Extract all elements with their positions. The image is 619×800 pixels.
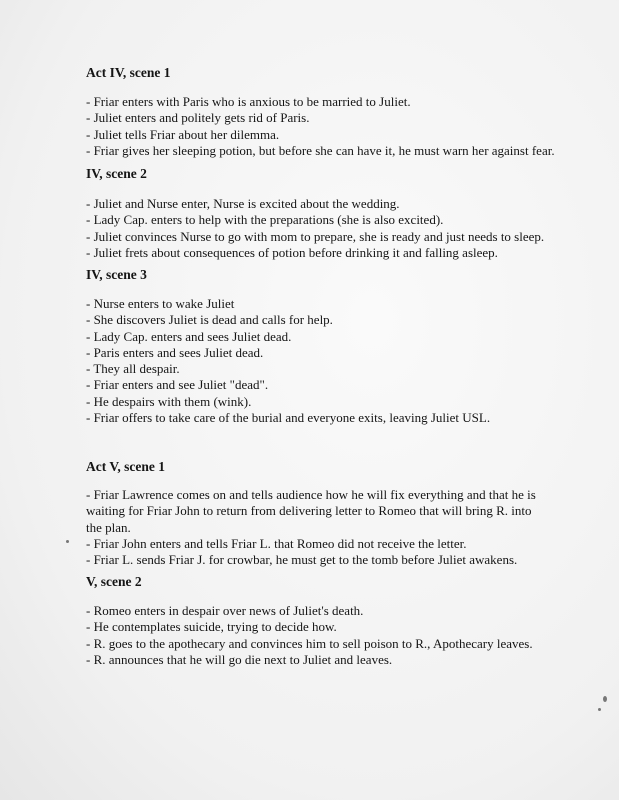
- list-item: - Lady Cap. enters and sees Juliet dead.: [86, 328, 292, 344]
- section-heading: IV, scene 2: [86, 166, 147, 181]
- list-item: - Friar enters and see Juliet "dead".: [86, 377, 269, 393]
- list-item: - He despairs with them (wink).: [86, 393, 252, 409]
- list-item: - R. announces that he will go die next to Juliet and leaves.: [86, 651, 393, 667]
- section-list: [86, 94, 579, 159]
- list-item: - He contemplates suicide, trying to decide how.: [86, 619, 337, 635]
- list-item-continuation: waiting for Friar John to return from delivering letter to Romeo that will bring R. into: [86, 503, 532, 519]
- list-item: - Juliet and Nurse enter, Nurse is excited about the wedding.: [86, 196, 400, 211]
- section-heading: IV, scene 3: [86, 267, 147, 282]
- scan-speck: [66, 540, 69, 543]
- list-item: - She discovers Juliet is dead and calls for help.: [86, 312, 333, 328]
- section-list: [86, 296, 579, 426]
- list-item-continuation: the plan.: [86, 519, 131, 535]
- list-item: - Juliet tells Friar about her dilemma.: [86, 126, 280, 142]
- list-item: - Lady Cap. enters to help with the preparations (she is also excited).: [86, 212, 444, 228]
- list-item: - Friar offers to take care of the burial and everyone exits, leaving Juliet USL.: [86, 410, 491, 426]
- list-item: - Juliet convinces Nurse to go with mom to prepare, she is ready and just needs to sleep.: [86, 228, 545, 244]
- section-list: [86, 603, 579, 668]
- section-heading: V, scene 2: [86, 574, 142, 589]
- list-item: - Friar enters with Paris who is anxious to be married to Juliet.: [86, 94, 411, 109]
- list-item: - Juliet enters and politely gets rid of Paris.: [86, 110, 310, 126]
- section-list: [86, 487, 579, 568]
- list-item: - Juliet frets about consequences of potion before drinking it and falling asleep.: [86, 244, 498, 260]
- list-item: - Paris enters and sees Juliet dead.: [86, 344, 264, 360]
- scan-speck: [598, 708, 601, 711]
- list-item: - Friar John enters and tells Friar L. that Romeo did not receive the letter.: [86, 535, 467, 551]
- list-item: - Nurse enters to wake Juliet: [86, 296, 235, 311]
- list-item: - Friar gives her sleeping potion, but before she can have it, he must warn her against fear.: [86, 142, 555, 158]
- section-list: [86, 196, 579, 261]
- list-item: - Romeo enters in despair over news of Juliet's death.: [86, 603, 364, 618]
- section-heading: Act V, scene 1: [86, 459, 165, 474]
- list-item: - Friar L. sends Friar J. for crowbar, he must get to the tomb before Juliet awakens.: [86, 552, 518, 568]
- section-heading: Act IV, scene 1: [86, 65, 171, 80]
- list-item: - They all despair.: [86, 361, 180, 377]
- list-item: - R. goes to the apothecary and convinces him to sell poison to R., Apothecary leaves.: [86, 635, 533, 651]
- scan-speck: [603, 696, 607, 702]
- list-item: - Friar Lawrence comes on and tells audience how he will fix everything and that he is: [86, 487, 536, 502]
